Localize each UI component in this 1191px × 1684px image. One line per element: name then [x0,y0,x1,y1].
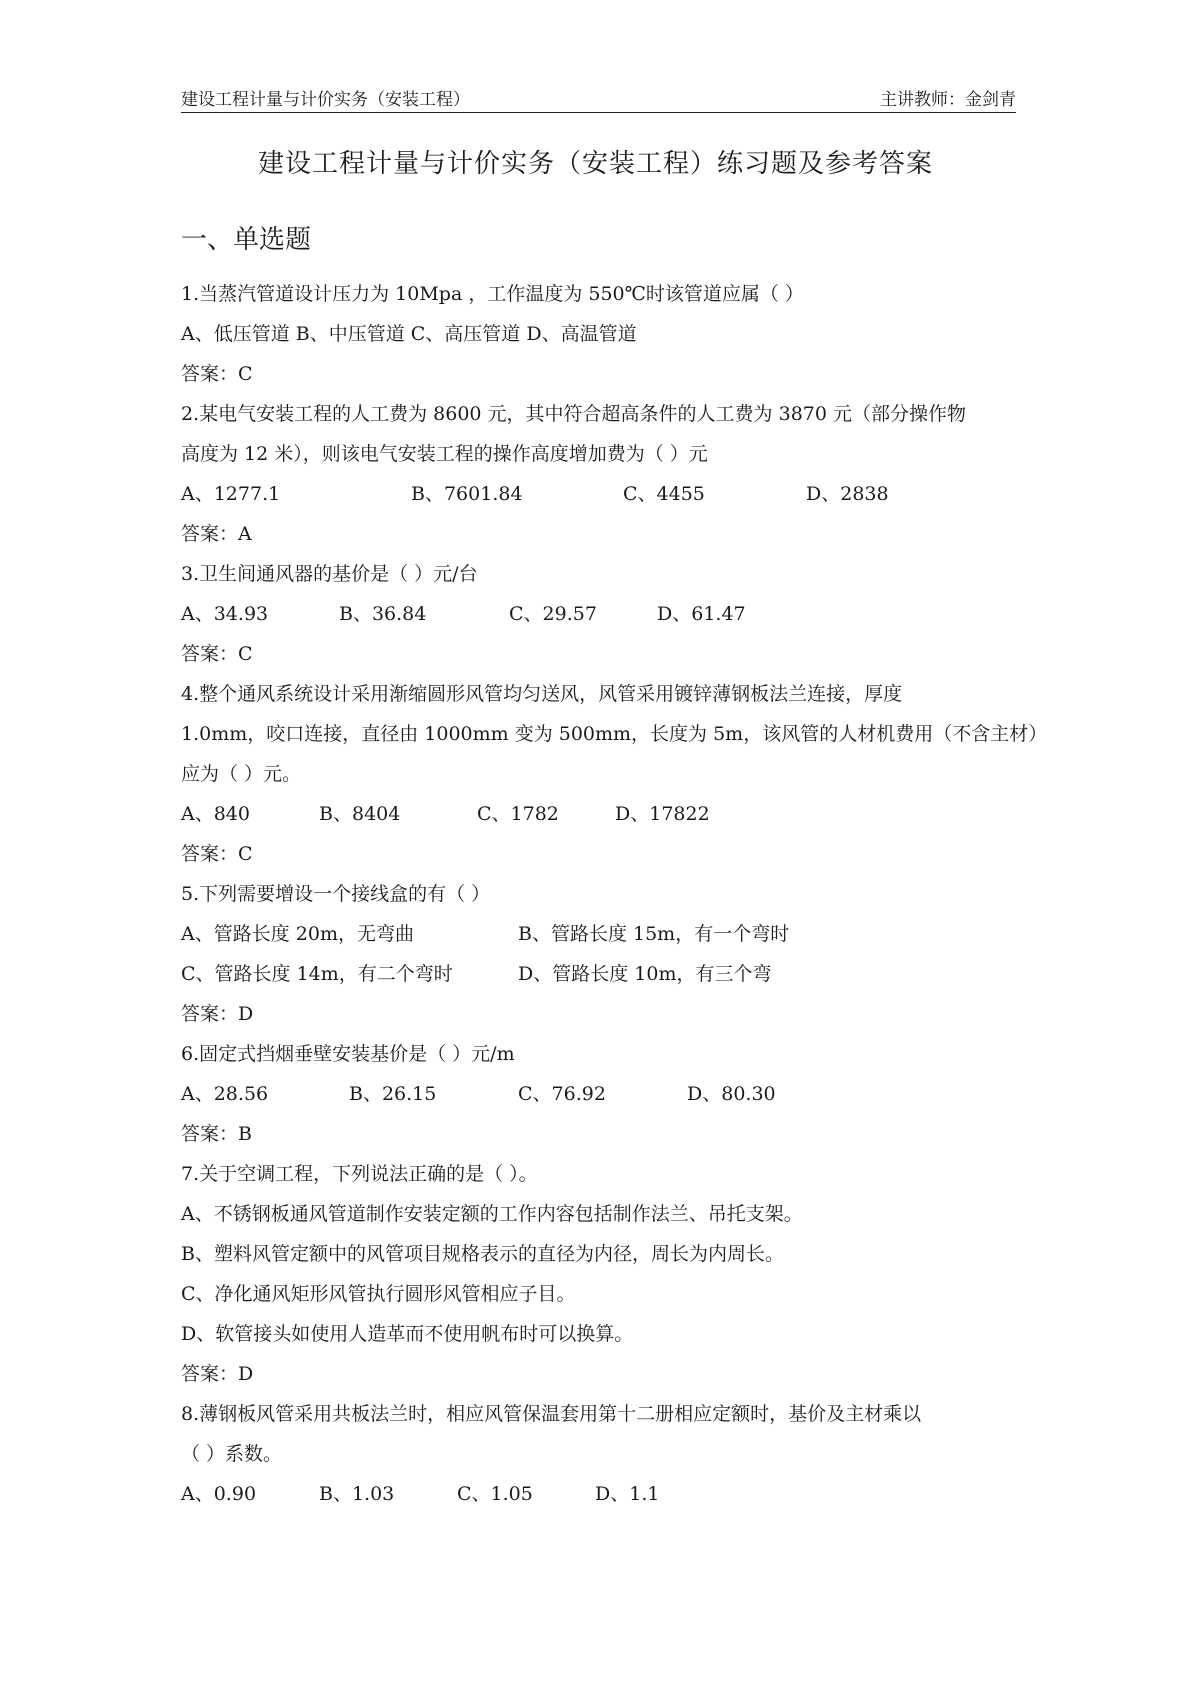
question-4-answer: 答案：C [181,843,253,865]
question-2-option-c: C、4455 [623,483,705,505]
question-3-option-c: C、29.57 [509,603,597,625]
question-4-option-c: C、1782 [477,803,559,825]
question-6-stem: 6.固定式挡烟垂壁安装基价是（ ）元/m [181,1043,515,1065]
question-2-options [181,474,1021,514]
question-8-options [181,1474,1021,1514]
question-7-option-a: A、不锈钢板通风管道制作安装定额的工作内容包括制作法兰、吊托支架。 [181,1203,803,1225]
question-5-options-row-2 [181,954,1021,994]
question-5-option-d: D、管路长度 10m，有三个弯 [518,963,772,985]
question-5-option-c: C、管路长度 14m，有二个弯时 [181,963,453,985]
question-7-option-c: C、净化通风矩形风管执行圆形风管相应子目。 [181,1283,576,1305]
question-4-stem-line-1: 4.整个通风系统设计采用渐缩圆形风管均匀送风，风管采用镀锌薄钢板法兰连接，厚度 [181,683,903,705]
question-3-stem: 3.卫生间通风器的基价是（ ）元/台 [181,563,478,585]
question-6-option-d: D、80.30 [687,1083,776,1105]
question-3-option-d: D、61.47 [657,603,746,625]
question-8-stem-line-1: 8.薄钢板风管采用共板法兰时，相应风管保温套用第十二册相应定额时，基价及主材乘以 [181,1403,922,1425]
question-7-option-d: D、软管接头如使用人造革而不使用帆布时可以换算。 [181,1323,634,1345]
question-5-stem: 5.下列需要增设一个接线盒的有（ ） [181,883,491,905]
question-6-option-c: C、76.92 [518,1083,606,1105]
question-4-stem-line-2: 1.0mm，咬口连接，直径由 1000mm 变为 500mm，长度为 5m，该风管的人材机费用（不含主材） [181,723,1048,745]
question-8-option-b: B、1.03 [319,1483,395,1505]
question-2-option-b: B、7601.84 [411,483,523,505]
question-list [181,274,1048,1514]
question-1-stem: 1.当蒸汽管道设计压力为 10Mpa ，工作温度为 550℃时该管道应属（ ） [181,283,804,305]
question-4-option-b: B、8404 [319,803,401,825]
question-8-stem-line-2: （ ）系数。 [181,1443,283,1465]
question-4-option-d: D、17822 [615,803,710,825]
question-2-answer: 答案：A [181,523,252,545]
question-5-option-b: B、管路长度 15m，有一个弯时 [518,923,790,945]
question-8-option-d: D、1.1 [595,1483,660,1505]
question-5-option-a: A、管路长度 20m，无弯曲 [181,923,414,945]
question-5-options-row-1 [181,914,1021,954]
question-3-options [181,594,1021,634]
header-teacher: 主讲教师：金剑青 [880,90,1016,110]
question-4-stem-line-3: 应为（ ）元。 [181,763,302,785]
header-course-title: 建设工程计量与计价实务（安装工程） [181,90,470,110]
question-8-option-a: A、0.90 [181,1483,257,1505]
question-7-answer: 答案：D [181,1363,254,1385]
question-5-answer: 答案：D [181,1003,254,1025]
question-7-option-b: B、塑料风管定额中的风管项目规格表示的直径为内径，周长为内周长。 [181,1243,784,1265]
question-2-stem-line-2: 高度为 12 米），则该电气安装工程的操作高度增加费为（ ）元 [181,443,708,465]
question-2-stem-line-1: 2.某电气安装工程的人工费为 8600 元，其中符合超高条件的人工费为 3870 元（部分操作物 [181,403,966,425]
question-8-option-c: C、1.05 [457,1483,533,1505]
question-6-option-a: A、28.56 [181,1083,269,1105]
question-7-stem: 7.关于空调工程，下列说法正确的是（ ）。 [181,1163,538,1185]
question-6-option-b: B、26.15 [349,1083,437,1105]
question-6-answer: 答案：B [181,1123,252,1145]
question-3-answer: 答案：C [181,643,253,665]
question-2-option-a: A、1277.1 [181,483,281,505]
question-4-option-a: A、840 [181,803,250,825]
document-title: 建设工程计量与计价实务（安装工程）练习题及参考答案 [257,149,933,179]
page-header [181,88,1016,113]
question-3-option-a: A、34.93 [181,603,269,625]
section-heading: 一、单选题 [181,225,312,255]
question-1-answer: 答案：C [181,363,253,385]
question-1-options: A、低压管道 B、中压管道 C、高压管道 D、高温管道 [181,323,637,345]
question-4-options [181,794,1021,834]
question-2-option-d: D、2838 [806,483,889,505]
question-6-options [181,1074,1021,1114]
question-3-option-b: B、36.84 [339,603,427,625]
